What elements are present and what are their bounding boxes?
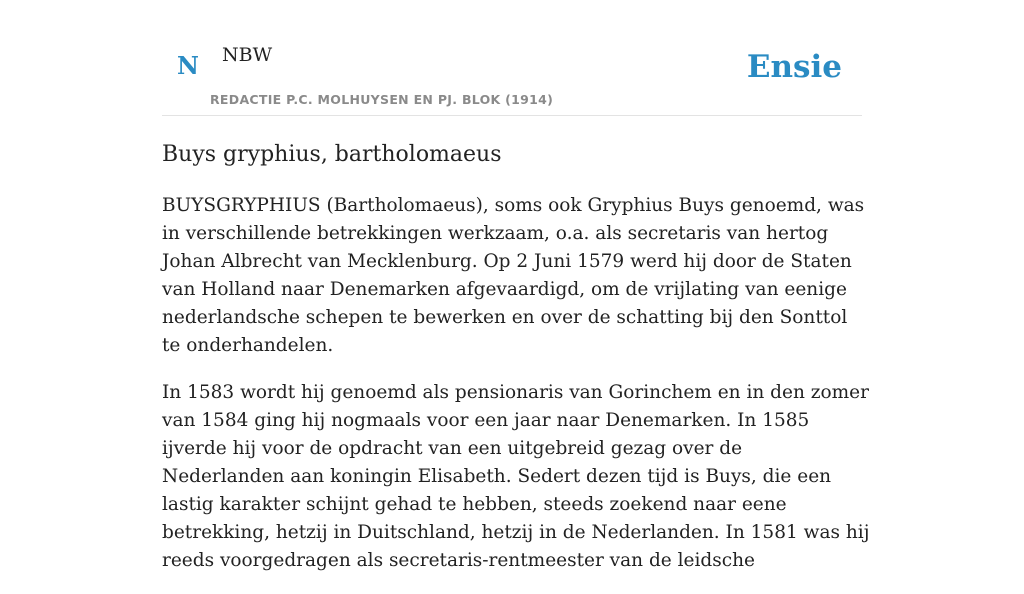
brand-logo[interactable]: Ensie (746, 49, 842, 85)
source-name: NBW (222, 44, 273, 66)
article-paragraph: In 1583 wordt hij genoemd als pensionaris van Gorinchem en in den zomer van 1584 ging hij nogmaals voor een jaar naar Denemarken. In 1585 ijverde hij voor de opdracht van een uitgebreid gezag over de Nederlanden aan koningin Elisabeth. Sedert dezen tijd is Buys, die een lastig karakter schijnt gehad te hebben, steeds zoekend naar eene betrekking, hetzij in Duitschland, hetzij in de Nederlanden. In 1581 was hij reeds voorgedragen als secretaris-rentmeester van de leidsche (162, 382, 870, 571)
page-header (162, 0, 862, 116)
article-title: Buys gryphius, bartholomaeus (162, 142, 502, 167)
article-body (162, 192, 870, 594)
source-editors: REDACTIE P.C. MOLHUYSEN EN PJ. BLOK (1914) (210, 92, 554, 107)
article-paragraph: BUYSGRYPHIUS (Bartholomaeus), soms ook Gryphius Buys genoemd, was in verschillende betrekkingen werkzaam, o.a. als secretaris van hertog Johan Albrecht van Mecklenburg. Op 2 Juni 1579 werd hij door de Staten van Holland naar Denemarken afgevaardigd, om de vrijlating van eenige nederlandsche schepen te bewerken en over de schatting bij den Sonttol te onderhandelen. (162, 195, 865, 356)
source-logo[interactable]: N (177, 51, 199, 80)
